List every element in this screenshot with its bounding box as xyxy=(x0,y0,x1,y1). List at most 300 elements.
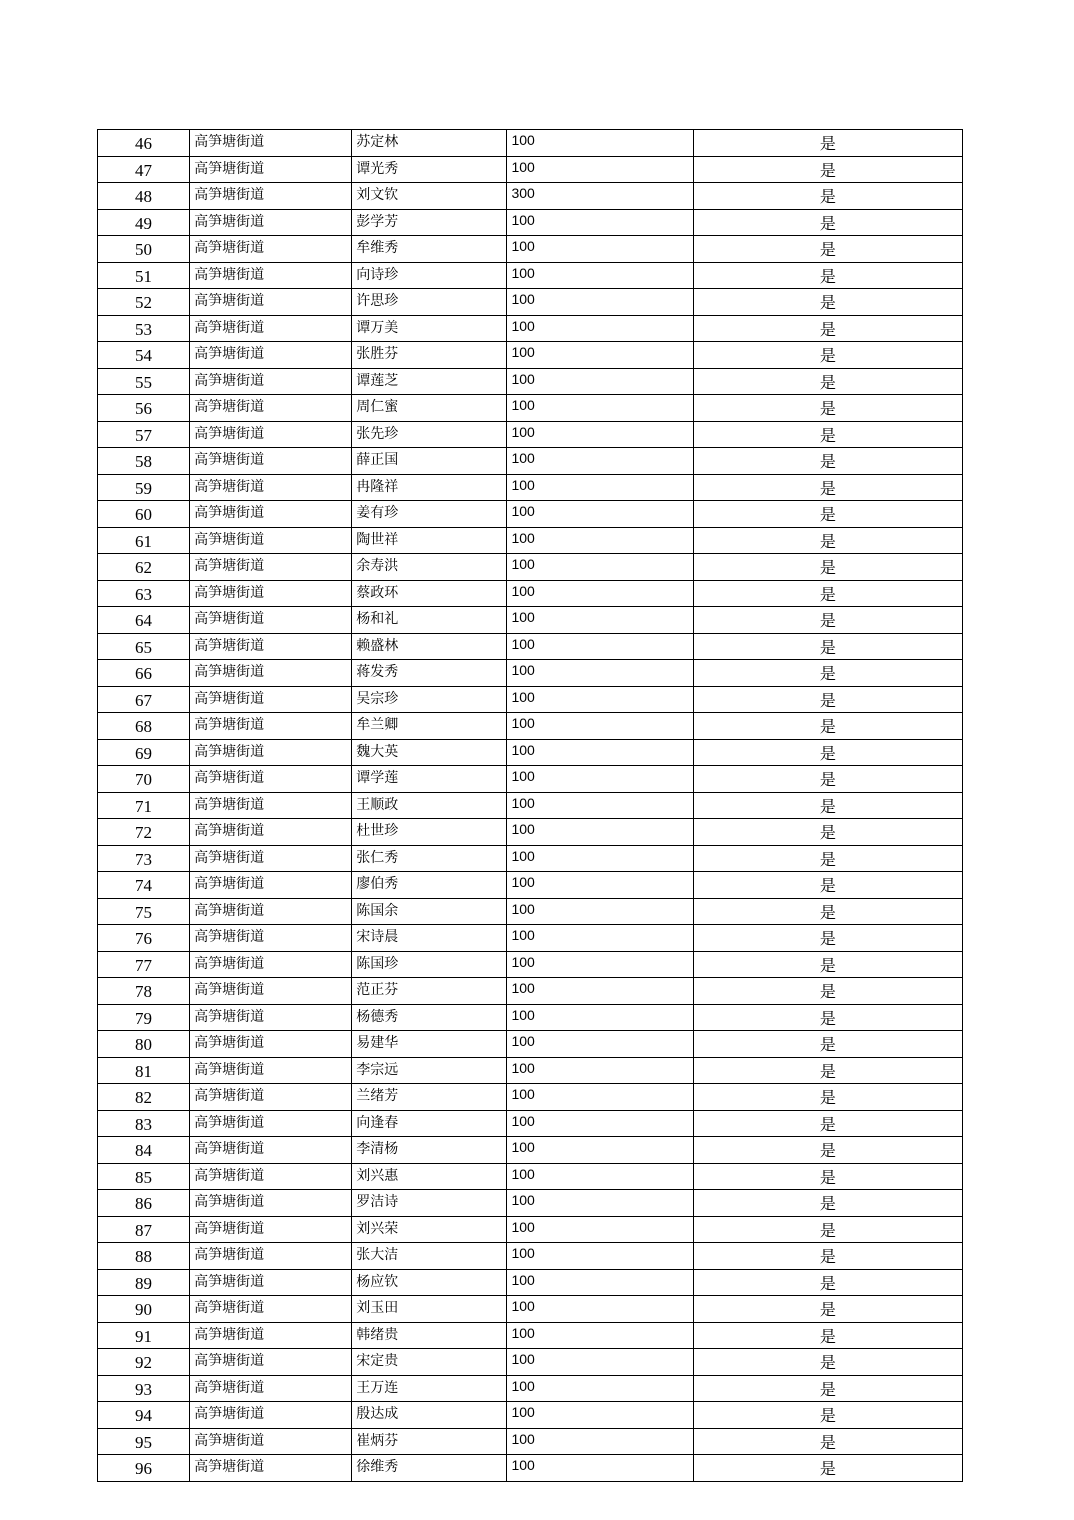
table-row xyxy=(98,1031,963,1058)
person-name-cell: 陈国余 xyxy=(352,898,507,925)
flag-cell: 是 xyxy=(693,978,962,1005)
person-name-cell: 谭莲芝 xyxy=(352,368,507,395)
table-row xyxy=(98,262,963,289)
flag-cell: 是 xyxy=(693,421,962,448)
table-row xyxy=(98,1243,963,1270)
data-table xyxy=(97,129,963,1482)
amount-cell: 100 xyxy=(507,1137,693,1164)
flag-cell: 是 xyxy=(693,156,962,183)
row-number-cell: 93 xyxy=(98,1375,190,1402)
street-cell: 高笋塘街道 xyxy=(190,1216,352,1243)
street-cell: 高笋塘街道 xyxy=(190,1163,352,1190)
street-cell: 高笋塘街道 xyxy=(190,501,352,528)
table-row xyxy=(98,766,963,793)
table-row xyxy=(98,792,963,819)
person-name-cell: 李宗远 xyxy=(352,1057,507,1084)
amount-cell: 100 xyxy=(507,1084,693,1111)
person-name-cell: 周仁蜜 xyxy=(352,395,507,422)
street-cell: 高笋塘街道 xyxy=(190,289,352,316)
row-number-cell: 71 xyxy=(98,792,190,819)
person-name-cell: 宋定贵 xyxy=(352,1349,507,1376)
flag-cell: 是 xyxy=(693,1110,962,1137)
row-number-cell: 58 xyxy=(98,448,190,475)
street-cell: 高笋塘街道 xyxy=(190,1057,352,1084)
person-name-cell: 许思珍 xyxy=(352,289,507,316)
street-cell: 高笋塘街道 xyxy=(190,819,352,846)
person-name-cell: 蒋发秀 xyxy=(352,660,507,687)
table-row xyxy=(98,925,963,952)
amount-cell: 100 xyxy=(507,448,693,475)
person-name-cell: 徐维秀 xyxy=(352,1455,507,1482)
street-cell: 高笋塘街道 xyxy=(190,315,352,342)
person-name-cell: 罗洁诗 xyxy=(352,1190,507,1217)
amount-cell: 100 xyxy=(507,554,693,581)
row-number-cell: 66 xyxy=(98,660,190,687)
flag-cell: 是 xyxy=(693,1004,962,1031)
row-number-cell: 83 xyxy=(98,1110,190,1137)
table-row xyxy=(98,1402,963,1429)
amount-cell: 100 xyxy=(507,819,693,846)
street-cell: 高笋塘街道 xyxy=(190,951,352,978)
row-number-cell: 89 xyxy=(98,1269,190,1296)
street-cell: 高笋塘街道 xyxy=(190,1110,352,1137)
amount-cell: 100 xyxy=(507,289,693,316)
street-cell: 高笋塘街道 xyxy=(190,1137,352,1164)
person-name-cell: 向诗珍 xyxy=(352,262,507,289)
amount-cell: 100 xyxy=(507,130,693,157)
street-cell: 高笋塘街道 xyxy=(190,1084,352,1111)
flag-cell: 是 xyxy=(693,898,962,925)
flag-cell: 是 xyxy=(693,289,962,316)
row-number-cell: 74 xyxy=(98,872,190,899)
table-row xyxy=(98,872,963,899)
table-row xyxy=(98,1375,963,1402)
person-name-cell: 冉隆祥 xyxy=(352,474,507,501)
person-name-cell: 杨德秀 xyxy=(352,1004,507,1031)
amount-cell: 100 xyxy=(507,633,693,660)
flag-cell: 是 xyxy=(693,1269,962,1296)
person-name-cell: 张先珍 xyxy=(352,421,507,448)
table-row xyxy=(98,1322,963,1349)
flag-cell: 是 xyxy=(693,686,962,713)
table-row xyxy=(98,501,963,528)
amount-cell: 100 xyxy=(507,236,693,263)
table-row xyxy=(98,1004,963,1031)
amount-cell: 100 xyxy=(507,978,693,1005)
street-cell: 高笋塘街道 xyxy=(190,580,352,607)
amount-cell: 100 xyxy=(507,1110,693,1137)
table-row xyxy=(98,1057,963,1084)
street-cell: 高笋塘街道 xyxy=(190,1243,352,1270)
amount-cell: 100 xyxy=(507,1057,693,1084)
street-cell: 高笋塘街道 xyxy=(190,1190,352,1217)
person-name-cell: 姜有珍 xyxy=(352,501,507,528)
flag-cell: 是 xyxy=(693,1163,962,1190)
amount-cell: 100 xyxy=(507,527,693,554)
street-cell: 高笋塘街道 xyxy=(190,474,352,501)
person-name-cell: 张胜芬 xyxy=(352,342,507,369)
person-name-cell: 崔炳芬 xyxy=(352,1428,507,1455)
amount-cell: 100 xyxy=(507,713,693,740)
table-row xyxy=(98,183,963,210)
person-name-cell: 刘文钦 xyxy=(352,183,507,210)
flag-cell: 是 xyxy=(693,315,962,342)
table-row xyxy=(98,368,963,395)
amount-cell: 100 xyxy=(507,1402,693,1429)
table-row xyxy=(98,739,963,766)
table-row xyxy=(98,421,963,448)
table-row xyxy=(98,1110,963,1137)
person-name-cell: 牟维秀 xyxy=(352,236,507,263)
row-number-cell: 55 xyxy=(98,368,190,395)
table-row xyxy=(98,1349,963,1376)
person-name-cell: 王万连 xyxy=(352,1375,507,1402)
table-row xyxy=(98,1190,963,1217)
street-cell: 高笋塘街道 xyxy=(190,368,352,395)
amount-cell: 100 xyxy=(507,1322,693,1349)
person-name-cell: 杨和礼 xyxy=(352,607,507,634)
flag-cell: 是 xyxy=(693,951,962,978)
flag-cell: 是 xyxy=(693,1216,962,1243)
street-cell: 高笋塘街道 xyxy=(190,1031,352,1058)
street-cell: 高笋塘街道 xyxy=(190,262,352,289)
row-number-cell: 46 xyxy=(98,130,190,157)
table-row xyxy=(98,289,963,316)
table-row xyxy=(98,315,963,342)
row-number-cell: 82 xyxy=(98,1084,190,1111)
street-cell: 高笋塘街道 xyxy=(190,156,352,183)
amount-cell: 100 xyxy=(507,1375,693,1402)
table-row xyxy=(98,1163,963,1190)
amount-cell: 100 xyxy=(507,792,693,819)
row-number-cell: 95 xyxy=(98,1428,190,1455)
amount-cell: 100 xyxy=(507,1163,693,1190)
flag-cell: 是 xyxy=(693,501,962,528)
amount-cell: 100 xyxy=(507,395,693,422)
row-number-cell: 51 xyxy=(98,262,190,289)
row-number-cell: 65 xyxy=(98,633,190,660)
row-number-cell: 76 xyxy=(98,925,190,952)
flag-cell: 是 xyxy=(693,633,962,660)
street-cell: 高笋塘街道 xyxy=(190,1428,352,1455)
street-cell: 高笋塘街道 xyxy=(190,448,352,475)
flag-cell: 是 xyxy=(693,1322,962,1349)
flag-cell: 是 xyxy=(693,262,962,289)
table-row xyxy=(98,474,963,501)
flag-cell: 是 xyxy=(693,1190,962,1217)
row-number-cell: 92 xyxy=(98,1349,190,1376)
flag-cell: 是 xyxy=(693,1402,962,1429)
street-cell: 高笋塘街道 xyxy=(190,1269,352,1296)
street-cell: 高笋塘街道 xyxy=(190,1322,352,1349)
person-name-cell: 杜世珍 xyxy=(352,819,507,846)
flag-cell: 是 xyxy=(693,209,962,236)
row-number-cell: 88 xyxy=(98,1243,190,1270)
row-number-cell: 85 xyxy=(98,1163,190,1190)
row-number-cell: 81 xyxy=(98,1057,190,1084)
amount-cell: 100 xyxy=(507,1455,693,1482)
table-row xyxy=(98,1084,963,1111)
person-name-cell: 苏定林 xyxy=(352,130,507,157)
amount-cell: 100 xyxy=(507,501,693,528)
row-number-cell: 57 xyxy=(98,421,190,448)
flag-cell: 是 xyxy=(693,1349,962,1376)
flag-cell: 是 xyxy=(693,395,962,422)
person-name-cell: 陶世祥 xyxy=(352,527,507,554)
person-name-cell: 谭万美 xyxy=(352,315,507,342)
flag-cell: 是 xyxy=(693,342,962,369)
flag-cell: 是 xyxy=(693,845,962,872)
flag-cell: 是 xyxy=(693,660,962,687)
flag-cell: 是 xyxy=(693,580,962,607)
amount-cell: 100 xyxy=(507,368,693,395)
street-cell: 高笋塘街道 xyxy=(190,1402,352,1429)
street-cell: 高笋塘街道 xyxy=(190,209,352,236)
flag-cell: 是 xyxy=(693,554,962,581)
amount-cell: 100 xyxy=(507,262,693,289)
flag-cell: 是 xyxy=(693,872,962,899)
person-name-cell: 谭光秀 xyxy=(352,156,507,183)
amount-cell: 100 xyxy=(507,580,693,607)
flag-cell: 是 xyxy=(693,1243,962,1270)
amount-cell: 100 xyxy=(507,845,693,872)
amount-cell: 100 xyxy=(507,1216,693,1243)
table-row xyxy=(98,395,963,422)
amount-cell: 100 xyxy=(507,686,693,713)
amount-cell: 100 xyxy=(507,951,693,978)
flag-cell: 是 xyxy=(693,130,962,157)
table-row xyxy=(98,686,963,713)
row-number-cell: 59 xyxy=(98,474,190,501)
street-cell: 高笋塘街道 xyxy=(190,395,352,422)
street-cell: 高笋塘街道 xyxy=(190,1296,352,1323)
amount-cell: 100 xyxy=(507,739,693,766)
table-row xyxy=(98,898,963,925)
row-number-cell: 77 xyxy=(98,951,190,978)
table-row xyxy=(98,845,963,872)
row-number-cell: 68 xyxy=(98,713,190,740)
row-number-cell: 96 xyxy=(98,1455,190,1482)
row-number-cell: 47 xyxy=(98,156,190,183)
amount-cell: 100 xyxy=(507,421,693,448)
row-number-cell: 53 xyxy=(98,315,190,342)
table-body xyxy=(98,130,963,1482)
amount-cell: 100 xyxy=(507,1349,693,1376)
person-name-cell: 张仁秀 xyxy=(352,845,507,872)
person-name-cell: 易建华 xyxy=(352,1031,507,1058)
flag-cell: 是 xyxy=(693,1137,962,1164)
table-row xyxy=(98,819,963,846)
row-number-cell: 79 xyxy=(98,1004,190,1031)
person-name-cell: 刘兴荣 xyxy=(352,1216,507,1243)
table-row xyxy=(98,1296,963,1323)
flag-cell: 是 xyxy=(693,1375,962,1402)
street-cell: 高笋塘街道 xyxy=(190,660,352,687)
flag-cell: 是 xyxy=(693,739,962,766)
table-row xyxy=(98,660,963,687)
flag-cell: 是 xyxy=(693,766,962,793)
flag-cell: 是 xyxy=(693,368,962,395)
flag-cell: 是 xyxy=(693,1031,962,1058)
street-cell: 高笋塘街道 xyxy=(190,845,352,872)
street-cell: 高笋塘街道 xyxy=(190,183,352,210)
row-number-cell: 62 xyxy=(98,554,190,581)
person-name-cell: 张大洁 xyxy=(352,1243,507,1270)
street-cell: 高笋塘街道 xyxy=(190,766,352,793)
flag-cell: 是 xyxy=(693,1084,962,1111)
table-row xyxy=(98,1216,963,1243)
street-cell: 高笋塘街道 xyxy=(190,130,352,157)
flag-cell: 是 xyxy=(693,1455,962,1482)
amount-cell: 100 xyxy=(507,1190,693,1217)
row-number-cell: 86 xyxy=(98,1190,190,1217)
row-number-cell: 52 xyxy=(98,289,190,316)
flag-cell: 是 xyxy=(693,925,962,952)
street-cell: 高笋塘街道 xyxy=(190,421,352,448)
table-row xyxy=(98,130,963,157)
row-number-cell: 63 xyxy=(98,580,190,607)
person-name-cell: 李清杨 xyxy=(352,1137,507,1164)
street-cell: 高笋塘街道 xyxy=(190,633,352,660)
table-row xyxy=(98,633,963,660)
row-number-cell: 91 xyxy=(98,1322,190,1349)
street-cell: 高笋塘街道 xyxy=(190,925,352,952)
street-cell: 高笋塘街道 xyxy=(190,792,352,819)
flag-cell: 是 xyxy=(693,713,962,740)
person-name-cell: 吴宗珍 xyxy=(352,686,507,713)
table-row xyxy=(98,448,963,475)
person-name-cell: 杨应钦 xyxy=(352,1269,507,1296)
flag-cell: 是 xyxy=(693,1057,962,1084)
flag-cell: 是 xyxy=(693,819,962,846)
street-cell: 高笋塘街道 xyxy=(190,686,352,713)
row-number-cell: 56 xyxy=(98,395,190,422)
street-cell: 高笋塘街道 xyxy=(190,739,352,766)
person-name-cell: 韩绪贵 xyxy=(352,1322,507,1349)
flag-cell: 是 xyxy=(693,527,962,554)
table-row xyxy=(98,527,963,554)
person-name-cell: 蔡政环 xyxy=(352,580,507,607)
street-cell: 高笋塘街道 xyxy=(190,342,352,369)
row-number-cell: 54 xyxy=(98,342,190,369)
table-row xyxy=(98,951,963,978)
flag-cell: 是 xyxy=(693,474,962,501)
person-name-cell: 殷达成 xyxy=(352,1402,507,1429)
row-number-cell: 48 xyxy=(98,183,190,210)
street-cell: 高笋塘街道 xyxy=(190,554,352,581)
person-name-cell: 刘玉田 xyxy=(352,1296,507,1323)
person-name-cell: 宋诗晨 xyxy=(352,925,507,952)
person-name-cell: 牟兰卿 xyxy=(352,713,507,740)
street-cell: 高笋塘街道 xyxy=(190,898,352,925)
row-number-cell: 60 xyxy=(98,501,190,528)
amount-cell: 100 xyxy=(507,474,693,501)
table-row xyxy=(98,554,963,581)
table-row xyxy=(98,156,963,183)
table-row xyxy=(98,1428,963,1455)
person-name-cell: 廖伯秀 xyxy=(352,872,507,899)
amount-cell: 100 xyxy=(507,1004,693,1031)
amount-cell: 100 xyxy=(507,925,693,952)
table-row xyxy=(98,236,963,263)
amount-cell: 100 xyxy=(507,1031,693,1058)
row-number-cell: 61 xyxy=(98,527,190,554)
street-cell: 高笋塘街道 xyxy=(190,1375,352,1402)
flag-cell: 是 xyxy=(693,183,962,210)
row-number-cell: 87 xyxy=(98,1216,190,1243)
table-row xyxy=(98,978,963,1005)
row-number-cell: 80 xyxy=(98,1031,190,1058)
flag-cell: 是 xyxy=(693,1296,962,1323)
row-number-cell: 70 xyxy=(98,766,190,793)
person-name-cell: 薛正国 xyxy=(352,448,507,475)
row-number-cell: 49 xyxy=(98,209,190,236)
person-name-cell: 余寿洪 xyxy=(352,554,507,581)
flag-cell: 是 xyxy=(693,607,962,634)
street-cell: 高笋塘街道 xyxy=(190,1004,352,1031)
street-cell: 高笋塘街道 xyxy=(190,527,352,554)
person-name-cell: 向逢春 xyxy=(352,1110,507,1137)
row-number-cell: 69 xyxy=(98,739,190,766)
street-cell: 高笋塘街道 xyxy=(190,978,352,1005)
person-name-cell: 范正芬 xyxy=(352,978,507,1005)
row-number-cell: 67 xyxy=(98,686,190,713)
street-cell: 高笋塘街道 xyxy=(190,872,352,899)
flag-cell: 是 xyxy=(693,1428,962,1455)
amount-cell: 100 xyxy=(507,315,693,342)
amount-cell: 100 xyxy=(507,1269,693,1296)
street-cell: 高笋塘街道 xyxy=(190,1349,352,1376)
amount-cell: 100 xyxy=(507,872,693,899)
person-name-cell: 兰绪芳 xyxy=(352,1084,507,1111)
row-number-cell: 64 xyxy=(98,607,190,634)
flag-cell: 是 xyxy=(693,448,962,475)
table-row xyxy=(98,713,963,740)
street-cell: 高笋塘街道 xyxy=(190,607,352,634)
person-name-cell: 彭学芳 xyxy=(352,209,507,236)
row-number-cell: 94 xyxy=(98,1402,190,1429)
amount-cell: 100 xyxy=(507,342,693,369)
street-cell: 高笋塘街道 xyxy=(190,713,352,740)
row-number-cell: 75 xyxy=(98,898,190,925)
amount-cell: 100 xyxy=(507,156,693,183)
person-name-cell: 赖盛林 xyxy=(352,633,507,660)
row-number-cell: 84 xyxy=(98,1137,190,1164)
person-name-cell: 王顺政 xyxy=(352,792,507,819)
amount-cell: 100 xyxy=(507,1428,693,1455)
person-name-cell: 谭学莲 xyxy=(352,766,507,793)
flag-cell: 是 xyxy=(693,792,962,819)
table-row xyxy=(98,1269,963,1296)
person-name-cell: 陈国珍 xyxy=(352,951,507,978)
street-cell: 高笋塘街道 xyxy=(190,236,352,263)
row-number-cell: 72 xyxy=(98,819,190,846)
amount-cell: 100 xyxy=(507,1296,693,1323)
street-cell: 高笋塘街道 xyxy=(190,1455,352,1482)
person-name-cell: 刘兴惠 xyxy=(352,1163,507,1190)
table-row xyxy=(98,1137,963,1164)
table-row xyxy=(98,209,963,236)
amount-cell: 100 xyxy=(507,1243,693,1270)
amount-cell: 300 xyxy=(507,183,693,210)
table-row xyxy=(98,342,963,369)
amount-cell: 100 xyxy=(507,607,693,634)
table-row xyxy=(98,580,963,607)
amount-cell: 100 xyxy=(507,766,693,793)
row-number-cell: 73 xyxy=(98,845,190,872)
amount-cell: 100 xyxy=(507,660,693,687)
amount-cell: 100 xyxy=(507,898,693,925)
